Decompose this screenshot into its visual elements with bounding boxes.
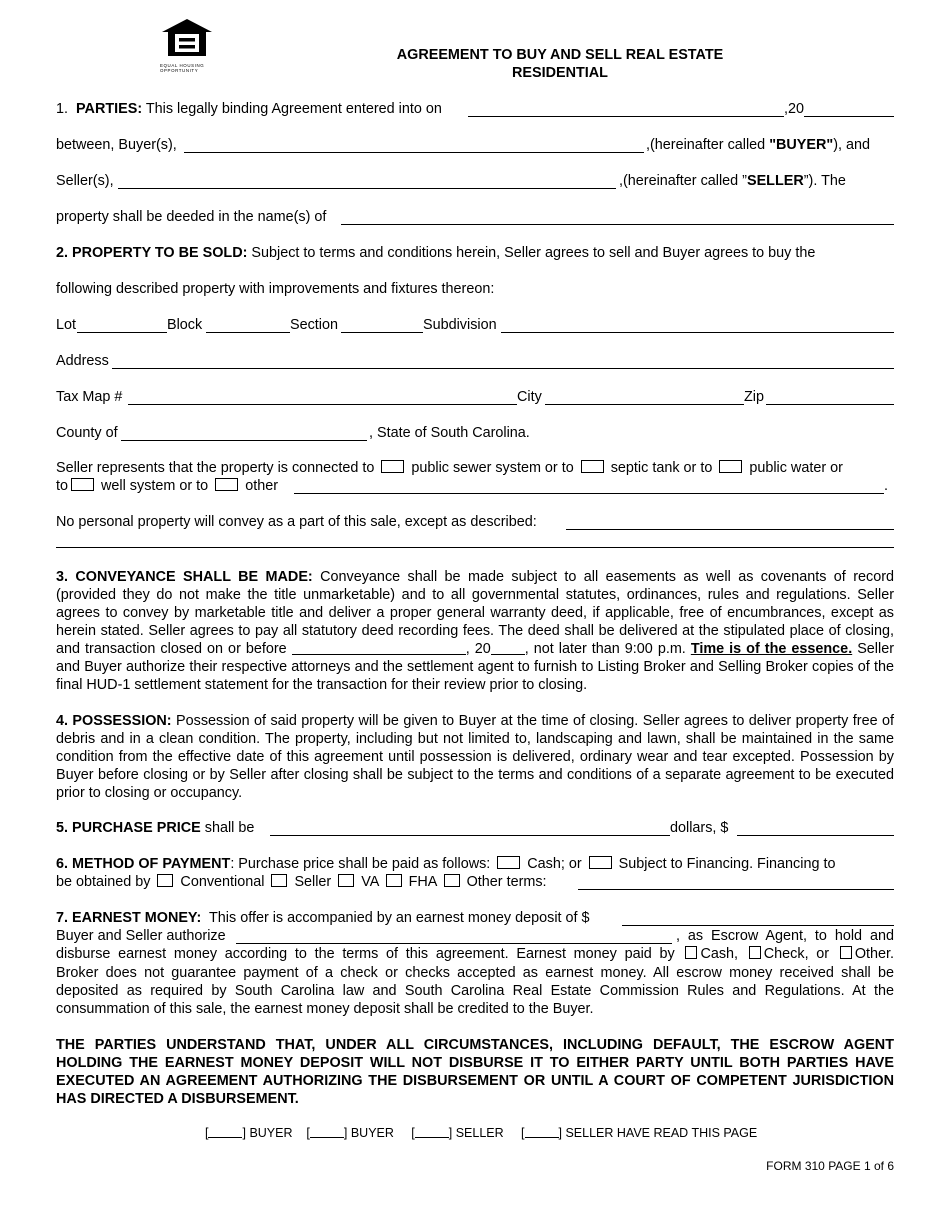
public-water-checkbox[interactable] bbox=[719, 460, 742, 473]
utilities-intro: Seller represents that the property is connected to bbox=[56, 460, 375, 476]
seller-financing-label: Seller bbox=[294, 874, 332, 890]
conveyance-year-prefix: , 20 bbox=[465, 641, 491, 657]
earnest-line-3 bbox=[56, 946, 894, 963]
purchase-price-text: shall be bbox=[204, 820, 255, 836]
fha-label: FHA bbox=[408, 874, 437, 890]
earnest-check-checkbox[interactable] bbox=[749, 946, 761, 959]
buyer-initials-2[interactable] bbox=[310, 1126, 344, 1138]
equal-housing-caption: EQUAL HOUSING OPPORTUNITY bbox=[160, 63, 205, 73]
title-line-2: RESIDENTIAL bbox=[512, 65, 608, 81]
escrow-agent-text: , as Escrow Agent, to hold and bbox=[676, 928, 894, 944]
dollars-label: dollars, $ bbox=[670, 820, 729, 836]
closing-year-field[interactable] bbox=[491, 641, 525, 655]
well-system-label: well system or to bbox=[101, 478, 209, 494]
parties-intro-text: This legally binding Agreement entered into on bbox=[145, 101, 442, 117]
possession-text: Possession of said property will be given to Buyer at the time of closing. Seller agrees to deliver property free of debris and in a clean condition. The property, including but not limited to, landscaping and lawn, shall be maintained in the same condition from the effective date of this agreement until possession is delivered, ordinary wear and tear excepted. Possession by Buyer before closing or by Seller after closing shall be subject to the terms and conditions of a separate agreement to be executed prior to closing or occupancy. bbox=[56, 713, 895, 801]
year-prefix: ,20 bbox=[784, 101, 805, 117]
earnest-text-3: disburse earnest money according to the terms of this agreement. Earnest money paid by bbox=[56, 946, 675, 962]
other-utility-field[interactable] bbox=[294, 493, 884, 494]
earnest-check-label: Check, or bbox=[763, 946, 830, 962]
property-text-2: following described property with improvements and fixtures thereon: bbox=[56, 281, 495, 297]
financing-label: Subject to Financing. Financing to bbox=[618, 856, 836, 872]
address-field[interactable] bbox=[112, 368, 894, 369]
ack-buyer-2: BUYER bbox=[350, 1126, 394, 1140]
county-field[interactable] bbox=[121, 440, 367, 441]
county-label: County of bbox=[56, 425, 118, 441]
authorize-label: Buyer and Seller authorize bbox=[56, 928, 226, 944]
va-label: VA bbox=[361, 874, 379, 890]
escrow-agent-field[interactable] bbox=[236, 943, 672, 944]
seller-initials-1[interactable] bbox=[415, 1126, 449, 1138]
agreement-date-field[interactable] bbox=[468, 116, 784, 117]
seller-hereinafter-b: ”). The bbox=[803, 173, 846, 189]
parties-heading: PARTIES: bbox=[76, 101, 143, 117]
utilities-period: . bbox=[884, 478, 888, 494]
public-water-label: public water or bbox=[749, 460, 843, 476]
property-heading-line bbox=[56, 245, 815, 262]
conveyance-text-c: , not later than 9:00 p.m. bbox=[524, 641, 686, 657]
utilities-line-2 bbox=[56, 478, 278, 495]
financing-checkbox[interactable] bbox=[589, 856, 612, 869]
septic-tank-checkbox[interactable] bbox=[581, 460, 604, 473]
lot-label: Lot bbox=[56, 317, 77, 333]
possession-paragraph bbox=[56, 712, 894, 802]
form-page-number: FORM 310 PAGE 1 of 6 bbox=[766, 1159, 894, 1173]
parties-intro bbox=[56, 101, 442, 118]
property-heading: 2. PROPERTY TO BE SOLD: bbox=[56, 245, 248, 261]
buyer-names-field[interactable] bbox=[184, 152, 644, 153]
closing-date-field[interactable] bbox=[292, 641, 466, 655]
public-sewer-label: public sewer system or to bbox=[411, 460, 574, 476]
agreement-year-field[interactable] bbox=[804, 116, 894, 117]
payment-line-2 bbox=[56, 874, 547, 891]
other-terms-checkbox[interactable] bbox=[444, 874, 460, 887]
earnest-line-1 bbox=[56, 910, 590, 927]
buyer-label: between, Buyer(s), bbox=[56, 137, 177, 153]
personal-property-label: No personal property will convey as a part of this sale, except as described: bbox=[56, 514, 537, 530]
earnest-other-checkbox[interactable] bbox=[840, 946, 852, 959]
public-sewer-checkbox[interactable] bbox=[381, 460, 404, 473]
buyer-hereinafter-a: ,(hereinafter called bbox=[646, 137, 770, 153]
conveyance-heading: 3. CONVEYANCE SHALL BE MADE: bbox=[56, 569, 313, 585]
ack-buyer-1: BUYER bbox=[249, 1126, 293, 1140]
address-label: Address bbox=[56, 353, 109, 369]
seller-initials-2[interactable] bbox=[525, 1126, 559, 1138]
conveyance-text-d: Seller and Buyer authorize their respective attorneys and the settlement agent to furnish to Listing Broker and Selling Broker copies of the final HUD-1 settlement statement for the transaction for their review prior to closing. bbox=[56, 641, 894, 693]
property-text-1: Subject to terms and conditions herein, Seller agrees to sell and Buyer agrees to buy the bbox=[251, 245, 816, 261]
page-acknowledgment: [ ] BUYER [ ] BUYER [ ] SELLER [ ] SELLER HAVE READ THIS PAGE bbox=[205, 1126, 758, 1140]
purchase-price-words-field[interactable] bbox=[270, 835, 670, 836]
well-system-checkbox[interactable] bbox=[71, 478, 94, 491]
earnest-amount-field[interactable] bbox=[622, 925, 894, 926]
subdivision-label: Subdivision bbox=[423, 317, 497, 333]
other-utility-label: other bbox=[245, 478, 278, 494]
earnest-other-label: Other. bbox=[854, 946, 895, 962]
block-label: Block bbox=[167, 317, 203, 333]
earnest-cash-checkbox[interactable] bbox=[685, 946, 697, 959]
section-number: 1. bbox=[56, 101, 69, 117]
cash-payment-label: Cash; or bbox=[527, 856, 582, 872]
earnest-text-1: This offer is accompanied by an earnest money deposit of $ bbox=[209, 910, 590, 926]
taxmap-field[interactable] bbox=[128, 404, 517, 405]
time-of-essence: Time is of the essence. bbox=[690, 641, 853, 657]
possession-heading: 4. POSSESSION: bbox=[56, 713, 172, 729]
deeded-label: property shall be deeded in the name(s) of bbox=[56, 209, 327, 225]
block-field[interactable] bbox=[206, 332, 290, 333]
title-line-1: AGREEMENT TO BUY AND SELL REAL ESTATE bbox=[396, 47, 724, 63]
seller-label: Seller(s), bbox=[56, 173, 114, 189]
payment-text: : Purchase price shall be paid as follows: bbox=[230, 856, 491, 872]
conventional-label: Conventional bbox=[180, 874, 265, 890]
earnest-text-4: Broker does not guarantee payment of a check or checks accepted as earnest money. All escrow money received shall be deposited as required by South Carolina law and South Carolina Real Estate Commission Rules and Regulations. At the consummation of this sale, the earnest money deposit shall be credited to the Buyer. bbox=[56, 965, 894, 1017]
purchase-price-amount-field[interactable] bbox=[737, 835, 894, 836]
equal-housing-logo bbox=[160, 18, 214, 73]
va-checkbox[interactable] bbox=[338, 874, 354, 887]
personal-property-field-2[interactable] bbox=[56, 547, 894, 548]
seller-financing-checkbox[interactable] bbox=[271, 874, 287, 887]
personal-property-field[interactable] bbox=[566, 529, 894, 530]
subdivision-field[interactable] bbox=[501, 332, 894, 333]
zip-label: Zip bbox=[744, 389, 764, 405]
payment-heading: 6. METHOD OF PAYMENT bbox=[56, 856, 231, 872]
seller-hereinafter-a: ,(hereinafter called ” bbox=[619, 173, 747, 189]
conveyance-text-a: Conveyance shall be made subject to all easements as well as covenants of record (provided they do not make the title unmarketable) and to all governmental statutes, ordinances, rules and regulations. Seller agrees to convey by marketable title and deliver a proper general warranty deed, if applicable, free of encumbrances, except as herein stated. Seller agrees to pay all statutory deed recording fees. The deed shall be delivered at the stipulated place of closing, and transaction closed on or before bbox=[56, 569, 895, 657]
payment-line-1 bbox=[56, 856, 835, 873]
lot-field[interactable] bbox=[77, 332, 167, 333]
buyer-hereinafter bbox=[646, 137, 870, 154]
section-field[interactable] bbox=[341, 332, 423, 333]
obtained-by-label: be obtained by bbox=[56, 874, 151, 890]
earnest-cash-label: Cash, bbox=[700, 946, 739, 962]
conventional-checkbox[interactable] bbox=[157, 874, 173, 887]
city-field[interactable] bbox=[545, 404, 744, 405]
buyer-hereinafter-b: ), and bbox=[833, 137, 871, 153]
other-terms-label: Other terms: bbox=[466, 874, 547, 890]
cash-payment-checkbox[interactable] bbox=[497, 856, 520, 869]
fha-checkbox[interactable] bbox=[386, 874, 402, 887]
document-title bbox=[300, 46, 820, 82]
ack-seller-2: SELLER HAVE READ THIS PAGE bbox=[565, 1126, 758, 1140]
seller-names-field[interactable] bbox=[118, 188, 616, 189]
seller-hereinafter bbox=[619, 173, 846, 190]
ack-seller-1: SELLER bbox=[455, 1126, 504, 1140]
utilities-line-1 bbox=[56, 460, 843, 477]
deeded-names-field[interactable] bbox=[341, 224, 894, 225]
escrow-notice: THE PARTIES UNDERSTAND THAT, UNDER ALL CIRCUMSTANCES, INCLUDING DEFAULT, THE ESCROW AGENT HOLDING THE EARNEST MONEY DEPOSIT WILL NOT DISBURSE IT TO EITHER PARTY UNTIL BOTH PARTIES HAVE EXECUTED AN AGREEMENT AUTHORIZING THE DISBURSEMENT OR UNTIL A COURT OF COMPETENT JURISDICTION HAS DIRECTED A DISBURSEMENT. bbox=[56, 1037, 894, 1107]
purchase-price-label bbox=[56, 820, 254, 837]
section-label: Section bbox=[290, 317, 338, 333]
other-utility-checkbox[interactable] bbox=[215, 478, 238, 491]
city-label: City bbox=[517, 389, 542, 405]
utilities-to: to bbox=[56, 478, 69, 494]
conveyance-paragraph bbox=[56, 568, 894, 694]
buyer-term: "BUYER" bbox=[769, 137, 834, 153]
seller-term: SELLER bbox=[746, 173, 804, 189]
purchase-price-heading: 5. PURCHASE PRICE bbox=[56, 820, 201, 836]
zip-field[interactable] bbox=[766, 404, 894, 405]
buyer-initials-1[interactable] bbox=[208, 1126, 242, 1138]
earnest-heading: 7. EARNEST MONEY: bbox=[56, 910, 202, 926]
septic-tank-label: septic tank or to bbox=[610, 460, 713, 476]
taxmap-label: Tax Map # bbox=[56, 389, 123, 405]
equal-housing-house-icon bbox=[160, 18, 214, 58]
state-text: , State of South Carolina. bbox=[369, 425, 530, 441]
other-terms-field[interactable] bbox=[578, 889, 894, 890]
